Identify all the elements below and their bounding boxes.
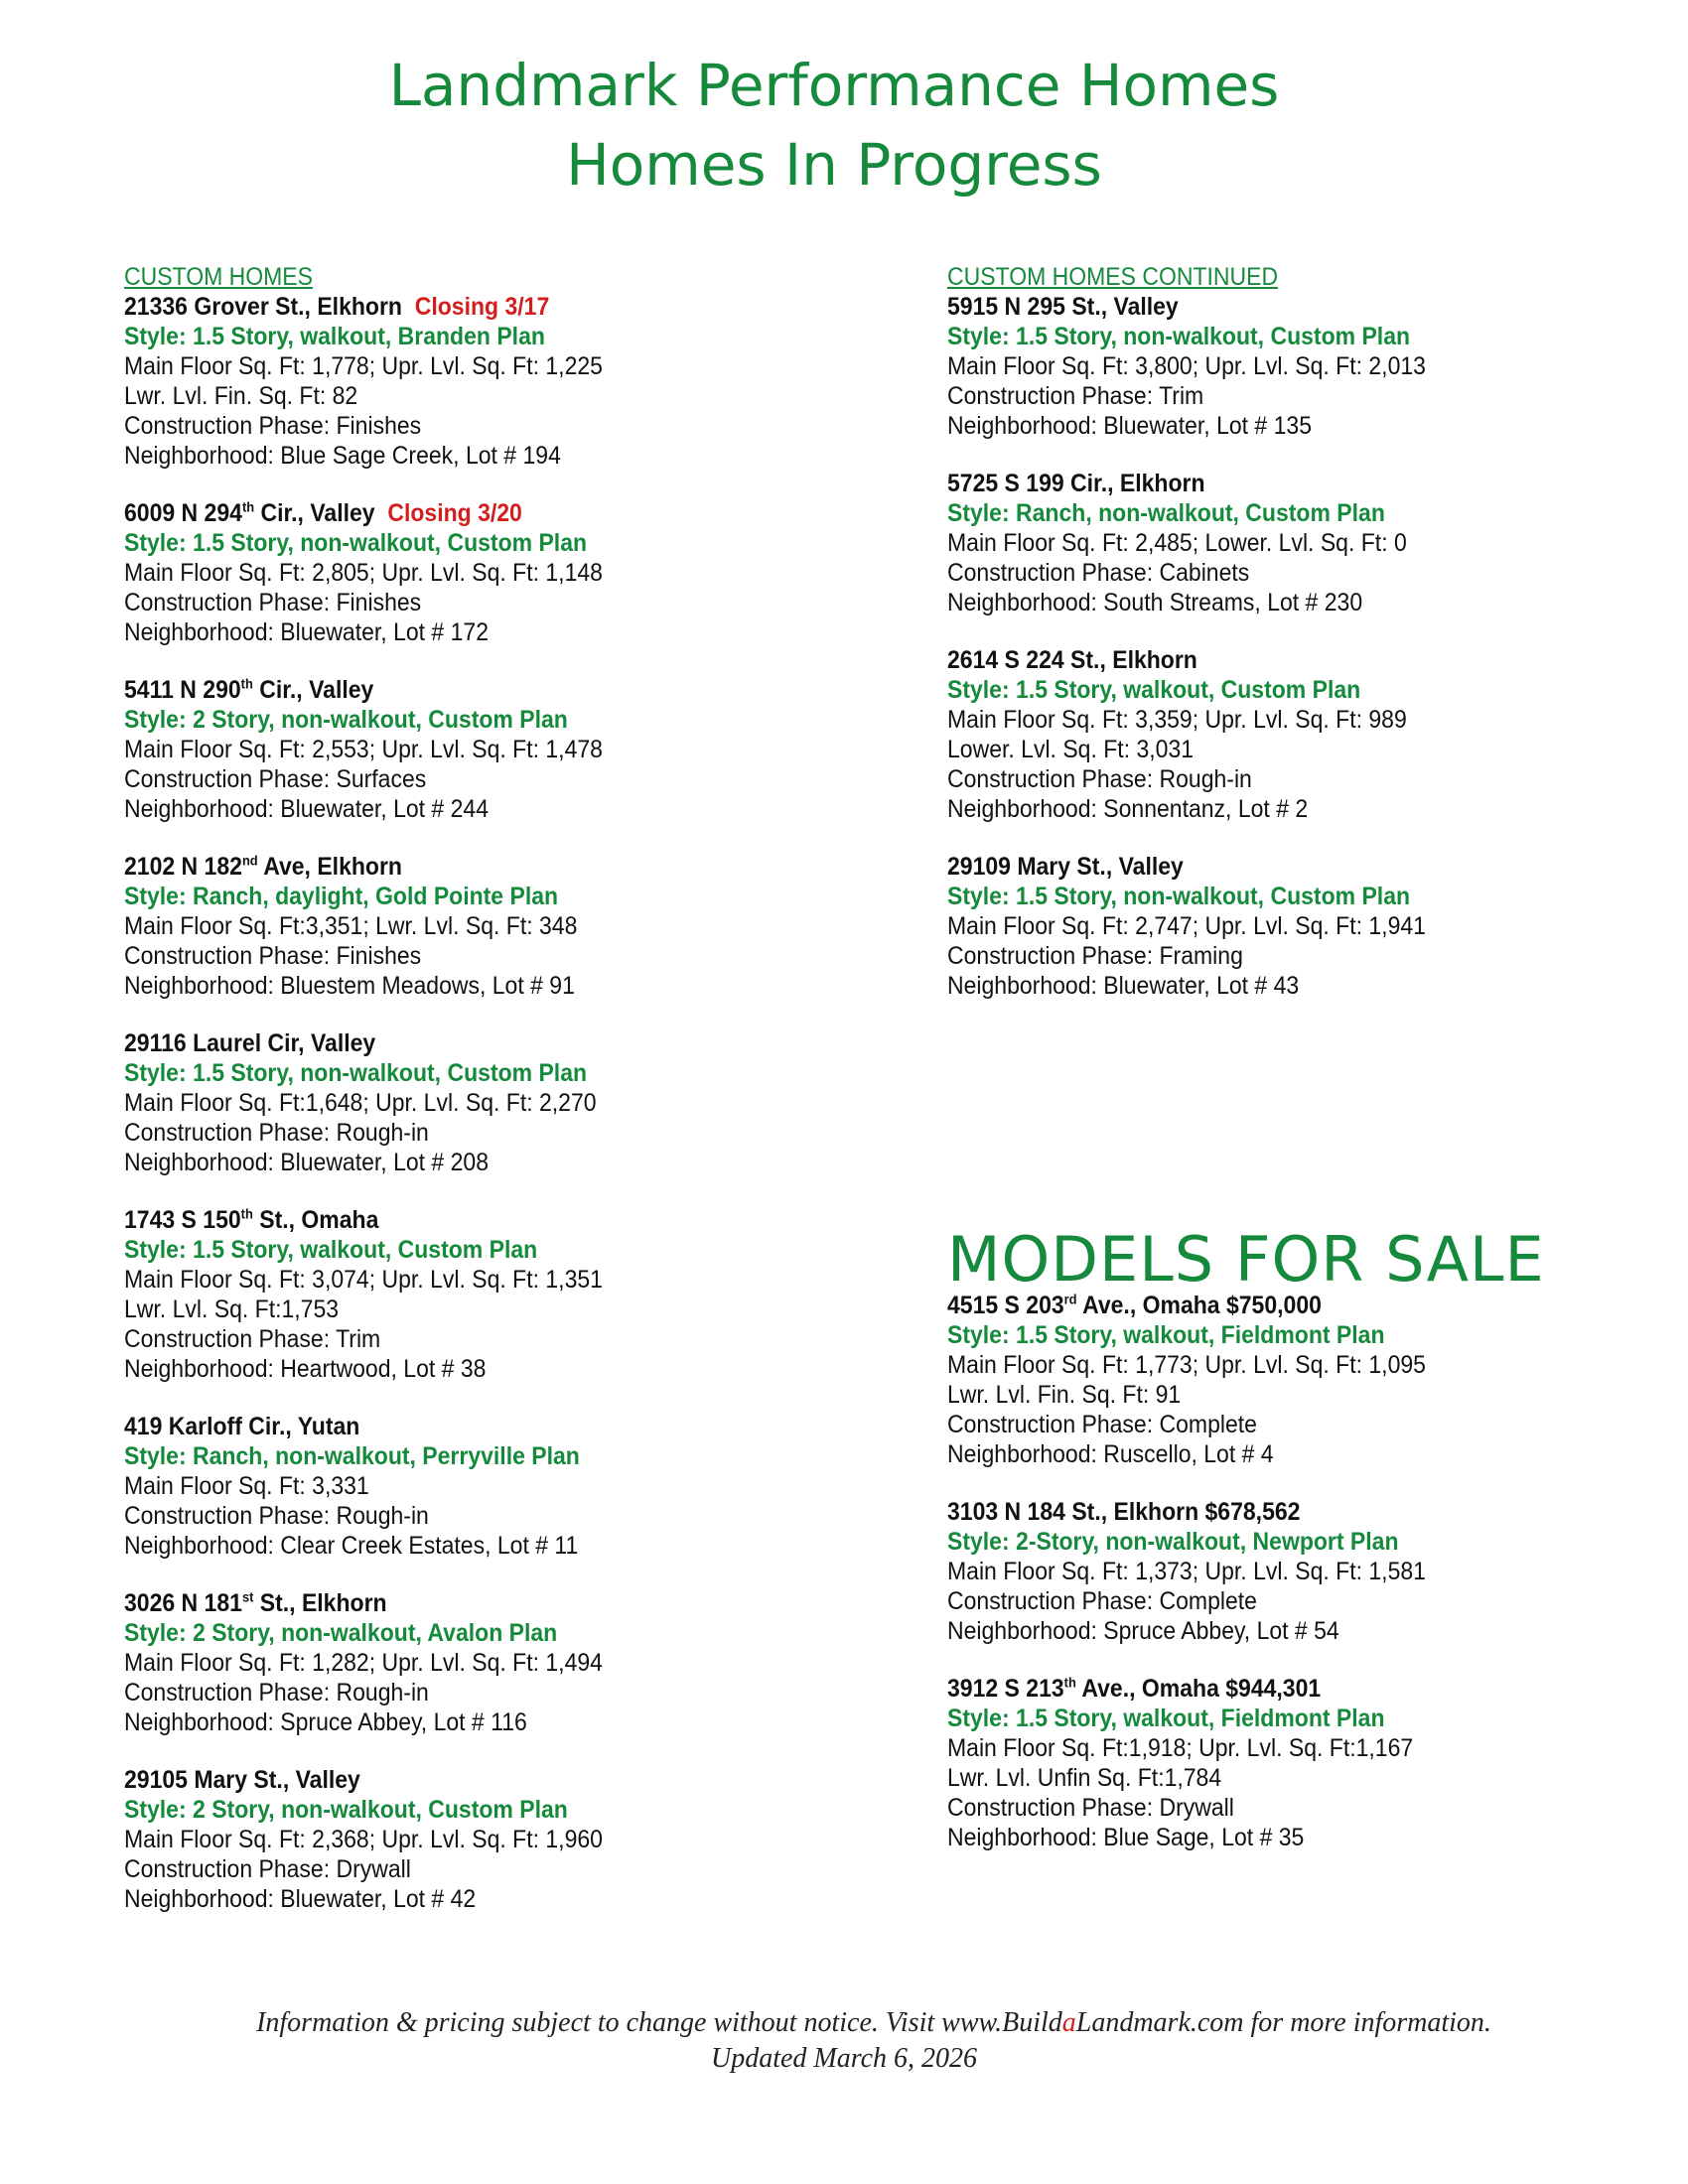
listing-address: 3912 S 213: [947, 1675, 1064, 1703]
listing-detail: Main Floor Sq. Ft: 3,074; Upr. Lvl. Sq. Ft: 1,351: [124, 1266, 603, 1294]
listing-address-line: [947, 1674, 1605, 1704]
listing-address: 29105 Mary St., Valley: [124, 1766, 360, 1794]
listing-entry: [124, 1765, 879, 1914]
listing-detail: Lwr. Lvl. Fin. Sq. Ft: 82: [124, 382, 358, 410]
listing-style: Style: 1.5 Story, walkout, Custom Plan: [124, 1236, 538, 1264]
listing-address: 5411 N 290: [124, 676, 241, 704]
listing-address-ordinal: st: [241, 1588, 254, 1605]
listing-address-rest: St., Elkhorn: [253, 1589, 387, 1617]
models-for-sale-heading: MODELS FOR SALE: [947, 1223, 1545, 1296]
listing-detail: Construction Phase: Finishes: [124, 412, 422, 440]
listing-address-line: [124, 1412, 818, 1441]
listing-address: 2614 S 224 St., Elkhorn: [947, 646, 1197, 674]
listing-detail: Neighborhood: Bluewater, Lot # 172: [124, 618, 489, 646]
listing-address: 419 Karloff Cir., Yutan: [124, 1413, 360, 1440]
custom-homes-list: [124, 292, 879, 1914]
listing-detail: Neighborhood: Bluestem Meadows, Lot # 91: [124, 972, 575, 1000]
listing-address: 4515 S 203: [947, 1292, 1064, 1319]
listing-style: Style: 2 Story, non-walkout, Custom Plan: [124, 706, 568, 734]
listing-address: 3026 N 181: [124, 1589, 242, 1617]
listing-style: Style: Ranch, non-walkout, Perryville Plan: [124, 1442, 580, 1470]
listing-style: Style: Ranch, daylight, Gold Pointe Plan: [124, 883, 559, 910]
listing-detail: Neighborhood: Blue Sage, Lot # 35: [947, 1824, 1305, 1851]
listing-detail: Construction Phase: Finishes: [124, 589, 422, 616]
listing-address-rest: St., Omaha: [252, 1206, 379, 1234]
listing-detail: Main Floor Sq. Ft: 2,805; Upr. Lvl. Sq. Ft: 1,148: [124, 559, 603, 587]
listing-detail: Main Floor Sq. Ft: 1,773; Upr. Lvl. Sq. Ft: 1,095: [947, 1351, 1426, 1379]
listing-detail: Main Floor Sq. Ft: 2,368; Upr. Lvl. Sq. Ft: 1,960: [124, 1826, 603, 1853]
listing-entry: [124, 675, 879, 824]
page-subtitle: Homes In Progress: [566, 131, 1102, 199]
listing-address: 6009 N 294: [124, 499, 242, 527]
listing-address-line: [947, 292, 1605, 322]
listing-detail: Main Floor Sq. Ft: 1,282; Upr. Lvl. Sq. Ft: 1,494: [124, 1649, 603, 1677]
footer-text-highlight: a: [1061, 2007, 1076, 2038]
listing-detail: Construction Phase: Surfaces: [124, 765, 427, 793]
footer-updated-date: Updated March 6, 2026: [710, 2043, 978, 2074]
listing-detail: Construction Phase: Drywall: [124, 1855, 411, 1883]
listing-entry: [124, 292, 879, 471]
models-column: [947, 1291, 1662, 1880]
custom-homes-continued-heading: CUSTOM HOMES CONTINUED: [947, 263, 1279, 291]
listing-detail: Lwr. Lvl. Sq. Ft:1,753: [124, 1296, 340, 1323]
listing-price: $944,301: [1225, 1675, 1322, 1703]
page-title: Landmark Performance Homes: [388, 52, 1280, 119]
listing-detail: Main Floor Sq. Ft: 1,373; Upr. Lvl. Sq. Ft: 1,581: [947, 1558, 1426, 1585]
listing-detail: Neighborhood: Bluewater, Lot # 244: [124, 795, 489, 823]
listing-address-line: [124, 852, 818, 882]
listing-entry: [124, 1205, 879, 1384]
listing-detail: Lwr. Lvl. Unfin Sq. Ft:1,784: [947, 1764, 1222, 1792]
listing-style: Style: 2-Story, non-walkout, Newport Plan: [947, 1528, 1399, 1556]
listing-detail: Lwr. Lvl. Fin. Sq. Ft: 91: [947, 1381, 1182, 1409]
listing-price: $750,000: [1225, 1292, 1322, 1319]
listing-detail: Main Floor Sq. Ft: 3,331: [124, 1472, 369, 1500]
listing-address-ordinal: nd: [241, 852, 258, 869]
listing-detail: Neighborhood: Clear Creek Estates, Lot # 11: [124, 1532, 579, 1560]
listing-address-line: [947, 852, 1605, 882]
closing-date: Closing 3/17: [414, 293, 550, 321]
listing-address: 5725 S 199 Cir., Elkhorn: [947, 470, 1205, 497]
listing-entry: [124, 498, 879, 647]
listing-detail: Construction Phase: Framing: [947, 942, 1243, 970]
listing-detail: Construction Phase: Complete: [947, 1587, 1257, 1615]
listing-style: Style: 1.5 Story, walkout, Branden Plan: [124, 323, 545, 350]
listing-detail: Construction Phase: Cabinets: [947, 559, 1250, 587]
listing-detail: Construction Phase: Finishes: [124, 942, 422, 970]
listing-address: 3103 N 184 St., Elkhorn: [947, 1498, 1199, 1526]
listing-entry: [947, 469, 1662, 617]
listing-entry: [124, 852, 879, 1001]
listing-entry: [947, 852, 1662, 1001]
listing-address-line: [947, 469, 1605, 498]
custom-homes-column: [124, 262, 879, 1942]
listing-address-line: [124, 1588, 818, 1618]
listing-detail: Main Floor Sq. Ft:3,351; Lwr. Lvl. Sq. Ft: 348: [124, 912, 578, 940]
listing-address: 1743 S 150: [124, 1206, 241, 1234]
listing-detail: Construction Phase: Rough-in: [947, 765, 1252, 793]
listing-detail: Construction Phase: Trim: [947, 382, 1204, 410]
listing-detail: Main Floor Sq. Ft: 2,485; Lower. Lvl. Sq. Ft: 0: [947, 529, 1407, 557]
listing-address-line: [947, 1291, 1605, 1320]
listing-style: Style: Ranch, non-walkout, Custom Plan: [947, 499, 1385, 527]
listing-detail: Neighborhood: Bluewater, Lot # 42: [124, 1885, 477, 1913]
listing-entry: [947, 645, 1662, 824]
listing-entry: [124, 1028, 879, 1177]
listing-address-line: [124, 1205, 818, 1235]
listing-detail: Lower. Lvl. Sq. Ft: 3,031: [947, 736, 1195, 763]
listing-address-line: [124, 675, 818, 705]
listing-address-line: [947, 645, 1605, 675]
listing-detail: Main Floor Sq. Ft:1,648; Upr. Lvl. Sq. Ft: 2,270: [124, 1089, 597, 1117]
closing-date: Closing 3/20: [387, 499, 522, 527]
listing-entry: [947, 1497, 1662, 1646]
listing-detail: Neighborhood: Bluewater, Lot # 43: [947, 972, 1300, 1000]
listing-style: Style: 1.5 Story, non-walkout, Custom Plan: [947, 883, 1411, 910]
listing-style: Style: 1.5 Story, walkout, Fieldmont Plan: [947, 1321, 1385, 1349]
listing-address-line: [124, 498, 818, 528]
listing-address-rest: Cir., Valley: [254, 499, 375, 527]
listing-address: 29116 Laurel Cir, Valley: [124, 1029, 376, 1057]
listing-detail: Main Floor Sq. Ft: 1,778; Upr. Lvl. Sq. Ft: 1,225: [124, 352, 603, 380]
listing-address-ordinal: th: [240, 1205, 253, 1222]
listing-detail: Neighborhood: Bluewater, Lot # 135: [947, 412, 1312, 440]
listing-address-rest: Ave., Omaha: [1075, 1675, 1219, 1703]
listing-detail: Neighborhood: Ruscello, Lot # 4: [947, 1440, 1274, 1468]
listing-detail: Construction Phase: Complete: [947, 1411, 1257, 1438]
listing-address: 21336 Grover St., Elkhorn: [124, 293, 402, 321]
listing-detail: Neighborhood: Heartwood, Lot # 38: [124, 1355, 487, 1383]
listing-style: Style: 1.5 Story, non-walkout, Custom Plan: [124, 529, 588, 557]
listing-style: Style: 1.5 Story, non-walkout, Custom Plan: [124, 1059, 588, 1087]
footer-text-end: Landmark.com for more information.: [1075, 2007, 1491, 2038]
footer-text-start: Information & pricing subject to change without notice. Visit www.Build: [256, 2007, 1062, 2038]
listing-address: 29109 Mary St., Valley: [947, 853, 1184, 881]
listing-address-ordinal: th: [1063, 1674, 1076, 1691]
listing-detail: Main Floor Sq. Ft: 2,747; Upr. Lvl. Sq. Ft: 1,941: [947, 912, 1426, 940]
listing-detail: Main Floor Sq. Ft:1,918; Upr. Lvl. Sq. Ft:1,167: [947, 1734, 1414, 1762]
listing-detail: Neighborhood: Spruce Abbey, Lot # 116: [124, 1708, 527, 1736]
listing-entry: [124, 1412, 879, 1561]
listing-detail: Main Floor Sq. Ft: 2,553; Upr. Lvl. Sq. Ft: 1,478: [124, 736, 603, 763]
listing-style: Style: 1.5 Story, walkout, Fieldmont Plan: [947, 1705, 1385, 1732]
footer-disclaimer: [30, 2007, 1688, 2039]
listing-address: 2102 N 182: [124, 853, 242, 881]
custom-homes-heading: CUSTOM HOMES: [124, 263, 313, 291]
listing-address-ordinal: th: [241, 498, 255, 515]
listing-detail: Construction Phase: Trim: [124, 1325, 381, 1353]
listing-address-rest: Ave., Omaha: [1076, 1292, 1220, 1319]
listing-style: Style: 1.5 Story, walkout, Custom Plan: [947, 676, 1361, 704]
listing-detail: Neighborhood: Blue Sage Creek, Lot # 194: [124, 442, 561, 470]
listing-entry: [947, 1674, 1662, 1852]
listing-detail: Main Floor Sq. Ft: 3,359; Upr. Lvl. Sq. Ft: 989: [947, 706, 1407, 734]
listing-detail: Construction Phase: Drywall: [947, 1794, 1234, 1822]
listing-price: $678,562: [1204, 1498, 1301, 1526]
listing-style: Style: 2 Story, non-walkout, Avalon Plan: [124, 1619, 558, 1647]
custom-homes-continued-column: [947, 262, 1662, 1028]
listing-address-line: [124, 292, 818, 322]
listing-address: 5915 N 295 St., Valley: [947, 293, 1179, 321]
listing-style: Style: 1.5 Story, non-walkout, Custom Plan: [947, 323, 1411, 350]
custom-homes-continued-list: [947, 292, 1662, 1001]
listing-detail: Construction Phase: Rough-in: [124, 1679, 429, 1706]
listing-detail: Neighborhood: Bluewater, Lot # 208: [124, 1149, 489, 1176]
listing-detail: Neighborhood: Spruce Abbey, Lot # 54: [947, 1617, 1339, 1645]
listing-detail: Main Floor Sq. Ft: 3,800; Upr. Lvl. Sq. Ft: 2,013: [947, 352, 1426, 380]
listing-address-ordinal: rd: [1063, 1291, 1077, 1307]
listing-address-ordinal: th: [240, 675, 253, 692]
listing-style: Style: 2 Story, non-walkout, Custom Plan: [124, 1796, 568, 1824]
listing-detail: Construction Phase: Rough-in: [124, 1502, 429, 1530]
listing-address-rest: Ave, Elkhorn: [257, 853, 402, 881]
listing-address-line: [947, 1497, 1605, 1527]
listing-address-line: [124, 1028, 818, 1058]
listing-detail: Construction Phase: Rough-in: [124, 1119, 429, 1147]
listing-address-line: [124, 1765, 818, 1795]
listing-address-rest: Cir., Valley: [252, 676, 374, 704]
listing-detail: Neighborhood: South Streams, Lot # 230: [947, 589, 1363, 616]
listing-detail: Neighborhood: Sonnentanz, Lot # 2: [947, 795, 1309, 823]
listing-entry: [947, 1291, 1662, 1469]
listing-entry: [947, 292, 1662, 441]
models-list: [947, 1291, 1662, 1852]
listing-entry: [124, 1588, 879, 1737]
